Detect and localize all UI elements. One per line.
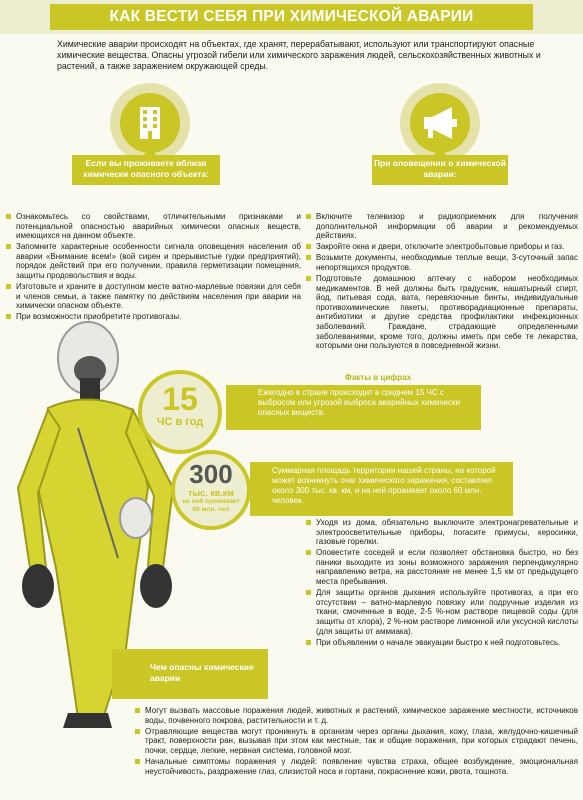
stat2-sub: на ней проживает 60 млн. чел bbox=[182, 498, 240, 513]
danger-title: Чем опасны химические аварии bbox=[150, 662, 254, 683]
page-title: КАК ВЕСТИ СЕБЯ ПРИ ХИМИЧЕСКОЙ АВАРИИ bbox=[50, 4, 533, 30]
stat2-circle bbox=[171, 450, 251, 530]
stat1-text: Ежегодно в стране происходит в среднем 15 ЧС с выбросом или угрозой выброса аварийных химически опасных веществ. bbox=[258, 388, 461, 417]
list-item: Закройте окна и двери, отключите электробытовые приборы и газ. bbox=[306, 242, 578, 252]
left-list bbox=[6, 212, 301, 324]
right-list bbox=[306, 212, 578, 352]
left-badge: Если вы проживаете вблизи химически опасного объекта: bbox=[72, 155, 220, 185]
list-item: Возьмите документы, необходимые теплые вещи, 3-суточный запас непортящихся продуктов. bbox=[306, 253, 578, 272]
list-item: При объявлении о начале эвакуации быстро к ней подготовьтесь. bbox=[306, 638, 578, 648]
stat2-unit: тыс. кв.км bbox=[188, 488, 234, 498]
stat1-number: 15 bbox=[162, 381, 198, 417]
list-item: Начальные симптомы поражения у людей: появление чувства страха, общее возбуждение, эмоциональная неустойчивость, раздражение глаз, слизистой носа и гортани, покраснение кожи, рвота, тошнота. bbox=[135, 757, 578, 776]
list-item: Подготовьте домашнюю аптечку с набором необходимых медикаментов. В ней должны быть градусник, нашатырный спирт, йод, питьевая сода, вата, перевязочные бинты, индивидуальные противохимические пакеты, противорадиационные препараты, антибиотики и другие средства профилактики инфекционных заболеваний. Граждане, страдающие определенными заболеваниями, кроме того, должны иметь при себе те лекарства, которыми они пользуются в повседневной жизни. bbox=[306, 274, 578, 351]
list-item: Уходя из дома, обязательно выключите электронагревательные и электроосветительные приборы, погасите примусы, керосинки, газовые горелки. bbox=[306, 518, 578, 547]
list-item: При возможности приобретите противогазы. bbox=[6, 312, 301, 322]
list-item: Изготовьте и храните в доступном месте ватно-марлевые повязки для себя и членов семьи, а также памятку по действиям населения при аварии на химически опасном объекте. bbox=[6, 282, 301, 311]
stat2-text: Суммарная площадь территории нашей страны, на которой может возникнуть очаг химического заражения, составляет около 300 тыс. кв. км, и на ней проживает около 60 млн. человек. bbox=[272, 466, 496, 505]
stat2-box bbox=[250, 462, 513, 516]
intro-text: Химические аварии происходят на объектах, где хранят, перерабатывают, используют или транспортируют опасные химические вещества. Опасны угрозой гибели или химического заражения людей, сельскохозяйственных животных и растений, а также заражением окружающей среды. bbox=[57, 39, 541, 71]
list-item: Запомните характерные особенности сигнала оповещения населения об аварии «Внимание всем!» (вой сирен и прерывистые гудки предприятий), порядок действий при его получении, правила герметизации помещения, защиты продовольствия и воды. bbox=[6, 242, 301, 280]
building-icon bbox=[120, 93, 180, 153]
list-item: Для защиты органов дыхания используйте противогаз, а при его отсутствии – ватно-марлевую повязку или подручные изделия из ткани, смоченные в воде, 2-5 %-ном растворе пищевой соды (для защиты от хлора), 2 %-ном растворе лимонной или уксусной кислоты (для защиты от аммиака). bbox=[306, 588, 578, 636]
actions-list bbox=[306, 518, 578, 649]
danger-box bbox=[112, 649, 268, 699]
stat2-number: 300 bbox=[189, 459, 233, 489]
megaphone-icon bbox=[410, 93, 470, 153]
facts-label: Факты в цифрах bbox=[345, 373, 412, 382]
list-item: Оповестите соседей и если позволяет обстановка быстро, но без паники выходите из зоны возможного заражения перпендикулярно направлению ветра, на расстояние не менее 1,5 км от предыдущего места пребывания. bbox=[306, 548, 578, 586]
right-badge: При оповещении о химической аварии: bbox=[372, 155, 508, 185]
list-item: Отравляющие вещества могут проникнуть в организм через органы дыхания, кожу, глаза, желудочно-кишечный тракт, поверхности ран, вызывая при этом как местные, так и общие поражения, при которых страдают печень, почки, сердце, легкие, нервная система, головной мозг. bbox=[135, 727, 578, 756]
list-item: Могут вызвать массовые поражения людей, животных и растений, химическое заражение местности, источников воды, почвенного покрова, растительности и т. д. bbox=[135, 706, 578, 725]
list-item: Включите телевизор и радиоприемник для получения дополнительной информации об аварии и рекомендуемых действиях. bbox=[306, 212, 578, 241]
danger-list bbox=[135, 706, 578, 778]
stat1-circle bbox=[138, 370, 222, 454]
stat1-unit: ЧС в год bbox=[156, 416, 204, 428]
list-item: Ознакомьтесь со свойствами, отличительными признаками и потенциальной опасностью аварийных химически опасных веществ, имеющихся на данном объекте. bbox=[6, 212, 301, 241]
stat1-box bbox=[226, 385, 481, 430]
